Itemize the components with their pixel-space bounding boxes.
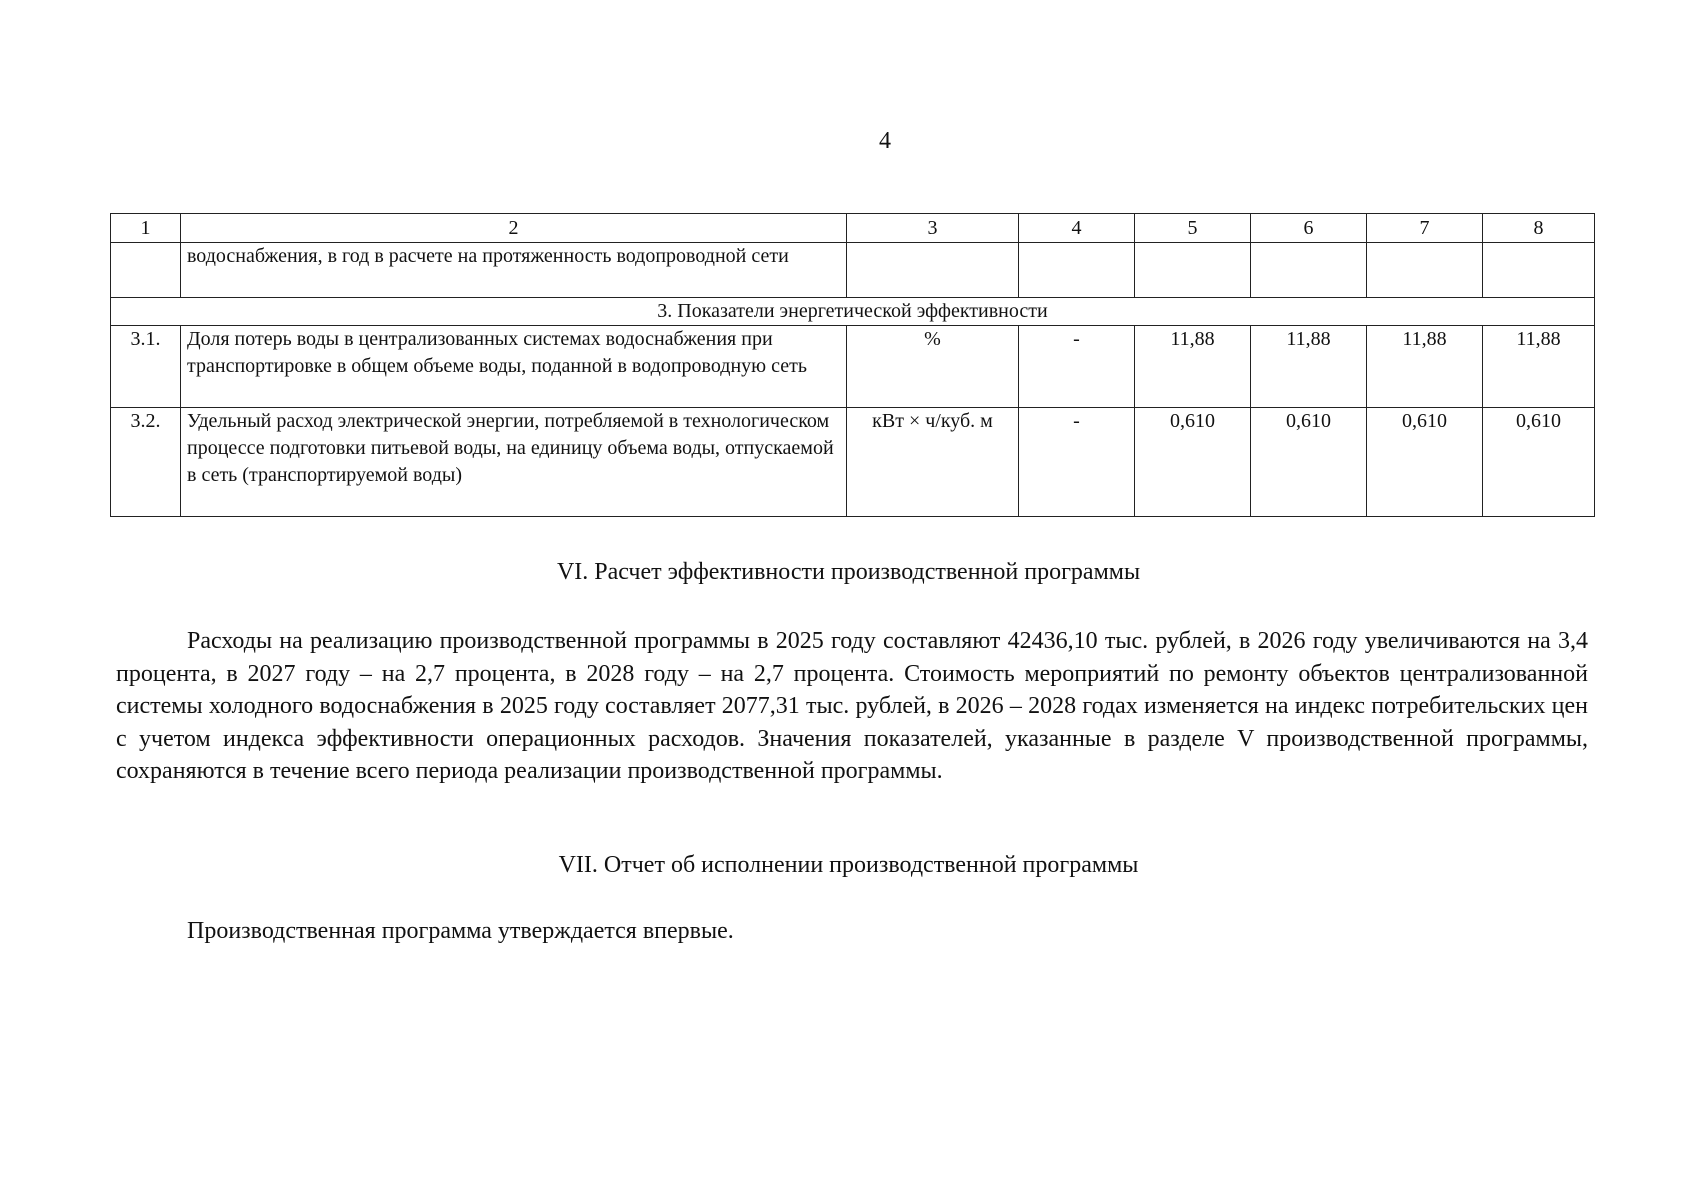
- column-number-header: 6: [1251, 214, 1367, 243]
- value-cell: 0,610: [1483, 408, 1595, 517]
- unit-cell: %: [847, 326, 1019, 408]
- column-number-header: 2: [181, 214, 847, 243]
- value-cell: [1135, 243, 1251, 298]
- indicator-name-cell: Удельный расход электрической энергии, потребляемой в технологическом процессе подготовки питьевой воды, на единицу объема воды, отпускаемой в сеть (транспортируемой воды): [181, 408, 847, 517]
- base-value-cell: -: [1019, 326, 1135, 408]
- table-row: [111, 326, 1595, 408]
- value-cell: [1251, 243, 1367, 298]
- base-value-cell: [1019, 243, 1135, 298]
- column-number-header: 7: [1367, 214, 1483, 243]
- unit-cell: [847, 243, 1019, 298]
- section-title-cell: 3. Показатели энергетической эффективности: [111, 298, 1595, 326]
- value-cell: [1367, 243, 1483, 298]
- table-row: [111, 408, 1595, 517]
- base-value-cell: -: [1019, 408, 1135, 517]
- section-vii-paragraph: Производственная программа утверждается впервые.: [187, 918, 734, 944]
- table-row: [111, 243, 1595, 298]
- value-cell: 11,88: [1251, 326, 1367, 408]
- row-number-cell: 3.2.: [111, 408, 181, 517]
- table-header-row: [111, 214, 1595, 243]
- value-cell: 0,610: [1367, 408, 1483, 517]
- column-number-header: 5: [1135, 214, 1251, 243]
- value-cell: 11,88: [1367, 326, 1483, 408]
- value-cell: 0,610: [1251, 408, 1367, 517]
- section-vi-paragraph: Расходы на реализацию производственной программы в 2025 году составляют 42436,10 тыс. рублей, в 2026 году увеличиваются на 3,4 процента, в 2027 году – на 2,7 процента, в 2028 году – на 2,7 процента. Стоимость мероприятий по ремонту объектов централизованной системы холодного водоснабжения в 2025 году составляет 2077,31 тыс. рублей, в 2026 – 2028 годах изменяется на индекс потребительских цен с учетом индекса эффективности операционных расходов. Значения показателей, указанные в разделе V производственной программы, сохраняются в течение всего периода реализации производственной программы.: [116, 628, 1588, 784]
- section-vii-heading: VII. Отчет об исполнении производственной программы: [558, 852, 1139, 878]
- section-row: [111, 298, 1595, 326]
- column-number-header: 4: [1019, 214, 1135, 243]
- indicator-name-cell: водоснабжения, в год в расчете на протяженность водопроводной сети: [181, 243, 847, 298]
- page-number: 4: [879, 128, 891, 154]
- indicator-name-cell: Доля потерь воды в централизованных системах водоснабжения при транспортировке в общем объеме воды, поданной в водопроводную сеть: [181, 326, 847, 408]
- row-number-cell: 3.1.: [111, 326, 181, 408]
- indicators-table: [110, 213, 1595, 517]
- row-number-cell: [111, 243, 181, 298]
- column-number-header: 8: [1483, 214, 1595, 243]
- unit-cell: кВт × ч/куб. м: [847, 408, 1019, 517]
- value-cell: 11,88: [1135, 326, 1251, 408]
- section-vi-heading: VI. Расчет эффективности производственной программы: [556, 559, 1141, 585]
- value-cell: [1483, 243, 1595, 298]
- column-number-header: 3: [847, 214, 1019, 243]
- column-number-header: 1: [111, 214, 181, 243]
- value-cell: 11,88: [1483, 326, 1595, 408]
- value-cell: 0,610: [1135, 408, 1251, 517]
